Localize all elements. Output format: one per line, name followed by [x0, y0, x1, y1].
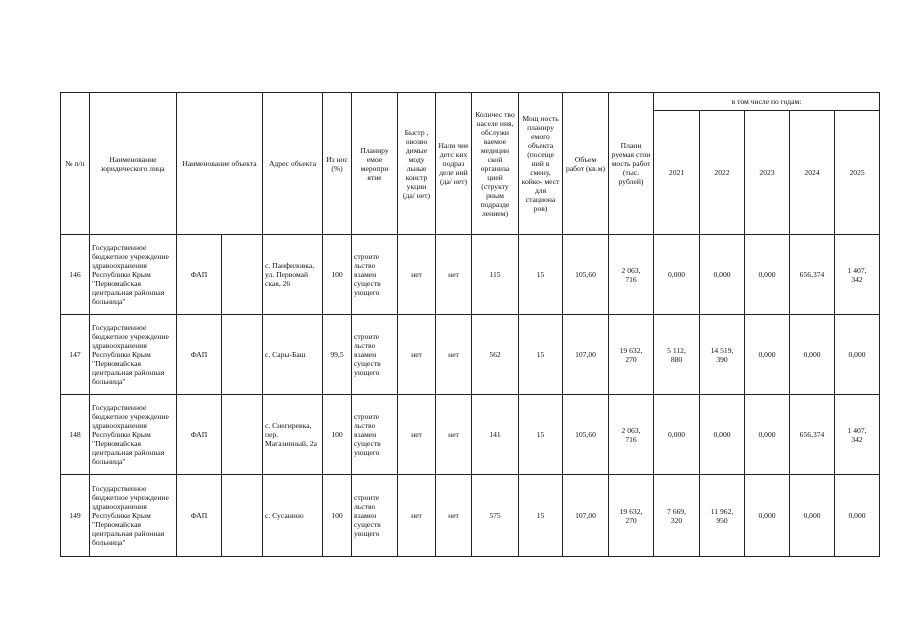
row-volume: 107,00 — [563, 315, 609, 395]
row-planned-cost: 19 632, 270 — [609, 315, 654, 395]
row-prefab: нет — [398, 315, 436, 395]
row-address: с. Панфиловка, ул. Первомай ская, 26 — [263, 235, 323, 315]
row-subdivisions: нет — [436, 395, 472, 475]
row-2023: 0,000 — [745, 235, 790, 315]
row-2021: 7 669, 320 — [654, 475, 700, 557]
row-planned-cost: 2 063, 716 — [609, 235, 654, 315]
header-legal-entity: Наименование юридического лица — [90, 93, 177, 235]
row-wear: 100 — [323, 475, 352, 557]
row-address: с. Снегиревка, пер. Магазинный, 2а — [263, 395, 323, 475]
header-year-2022: 2022 — [700, 111, 745, 235]
row-capacity: 15 — [519, 315, 563, 395]
header-subdivisions: Нали чие детс ких подраз деле ний (да/ нет) — [436, 93, 472, 235]
row-wear: 99,5 — [323, 315, 352, 395]
row-2021: 0,000 — [654, 395, 700, 475]
row-no: 148 — [61, 395, 90, 475]
row-object-name: ФАП — [177, 315, 222, 395]
row-no: 146 — [61, 235, 90, 315]
row-legal-entity: Государственное бюджетное учреждение здравоохранения Республики Крым "Первомайская центральная районная больница" — [90, 475, 177, 557]
row-2025: 0,000 — [835, 315, 880, 395]
row-address: с. Сусанино — [263, 475, 323, 557]
row-2021: 0,000 — [654, 235, 700, 315]
header-by-years: в том числе по годам: — [654, 93, 880, 111]
row-population: 562 — [472, 315, 519, 395]
header-planned-action: Планиру емое меропри ятие — [352, 93, 398, 235]
row-capacity: 15 — [519, 395, 563, 475]
row-subdivisions: нет — [436, 235, 472, 315]
row-no: 149 — [61, 475, 90, 557]
row-2025: 1 407, 342 — [835, 235, 880, 315]
header-year-2025: 2025 — [835, 111, 880, 235]
row-population: 141 — [472, 395, 519, 475]
row-capacity: 15 — [519, 475, 563, 557]
header-address: Адрес объекта — [263, 93, 323, 235]
row-planned-action: строите льство взамен существ ующего — [352, 235, 398, 315]
row-volume: 105,60 — [563, 395, 609, 475]
row-legal-entity: Государственное бюджетное учреждение здравоохранения Республики Крым "Первомайская центральная районная больница" — [90, 235, 177, 315]
row-2024: 0,000 — [790, 475, 835, 557]
row-legal-entity: Государственное бюджетное учреждение здравоохранения Республики Крым "Первомайская центральная районная больница" — [90, 395, 177, 475]
row-wear: 100 — [323, 395, 352, 475]
row-subdivisions: нет — [436, 315, 472, 395]
row-2023: 0,000 — [745, 315, 790, 395]
header-population: Количес тво населе ния, обслужи ваемое медицин ской организа цией (структу рным подразде лением) — [472, 93, 519, 235]
row-prefab: нет — [398, 395, 436, 475]
row-address: с. Сары-Баш — [263, 315, 323, 395]
header-capacity: Мощ ность планиру емого объекта (посеще ний в смену, койко- мест для стациона ров) — [519, 93, 563, 235]
header-object-name: Наименование объекта — [177, 93, 263, 235]
facility-plan-table — [60, 92, 880, 557]
row-legal-entity: Государственное бюджетное учреждение здравоохранения Республики Крым "Первомайская центральная районная больница" — [90, 315, 177, 395]
table-row — [61, 315, 880, 395]
table-row — [61, 395, 880, 475]
row-prefab: нет — [398, 475, 436, 557]
row-2025: 1 407, 342 — [835, 395, 880, 475]
row-2022: 0,000 — [700, 235, 745, 315]
row-population: 575 — [472, 475, 519, 557]
header-volume: Объем работ (кв.м) — [563, 93, 609, 235]
row-2024: 656,374 — [790, 395, 835, 475]
row-capacity: 15 — [519, 235, 563, 315]
row-object-name: ФАП — [177, 235, 222, 315]
row-2025: 0,000 — [835, 475, 880, 557]
row-2024: 0,000 — [790, 315, 835, 395]
row-2022: 0,000 — [700, 395, 745, 475]
header-prefab: Быстр , овозво димые моду льные констр укции (да/ нет) — [398, 93, 436, 235]
table-row — [61, 235, 880, 315]
row-object-extra — [222, 475, 263, 557]
header-wear: Из нос (%) — [323, 93, 352, 235]
row-planned-action: строите льство взамен существ ующего — [352, 395, 398, 475]
row-wear: 100 — [323, 235, 352, 315]
row-subdivisions: нет — [436, 475, 472, 557]
row-planned-action: строите льство взамен существ ующего — [352, 315, 398, 395]
header-year-2021: 2021 — [654, 111, 700, 235]
row-2022: 11 962, 950 — [700, 475, 745, 557]
row-2022: 14 519, 390 — [700, 315, 745, 395]
row-2023: 0,000 — [745, 475, 790, 557]
table-row — [61, 475, 880, 557]
row-object-name: ФАП — [177, 395, 222, 475]
row-volume: 107,00 — [563, 475, 609, 557]
header-no: № п/п — [61, 93, 90, 235]
row-2023: 0,000 — [745, 395, 790, 475]
row-object-name: ФАП — [177, 475, 222, 557]
header-row-1 — [61, 93, 880, 111]
row-volume: 105,60 — [563, 235, 609, 315]
row-object-extra — [222, 315, 263, 395]
header-year-2023: 2023 — [745, 111, 790, 235]
header-planned-cost: Плани руемая стои мость работ (тыс. рублей) — [609, 93, 654, 235]
row-population: 115 — [472, 235, 519, 315]
row-planned-cost: 19 632, 270 — [609, 475, 654, 557]
row-2024: 656,374 — [790, 235, 835, 315]
row-object-extra — [222, 235, 263, 315]
row-planned-cost: 2 063, 716 — [609, 395, 654, 475]
row-object-extra — [222, 395, 263, 475]
row-prefab: нет — [398, 235, 436, 315]
header-year-2024: 2024 — [790, 111, 835, 235]
row-planned-action: строите льство взамен существ ующего — [352, 475, 398, 557]
row-no: 147 — [61, 315, 90, 395]
row-2021: 5 112, 880 — [654, 315, 700, 395]
